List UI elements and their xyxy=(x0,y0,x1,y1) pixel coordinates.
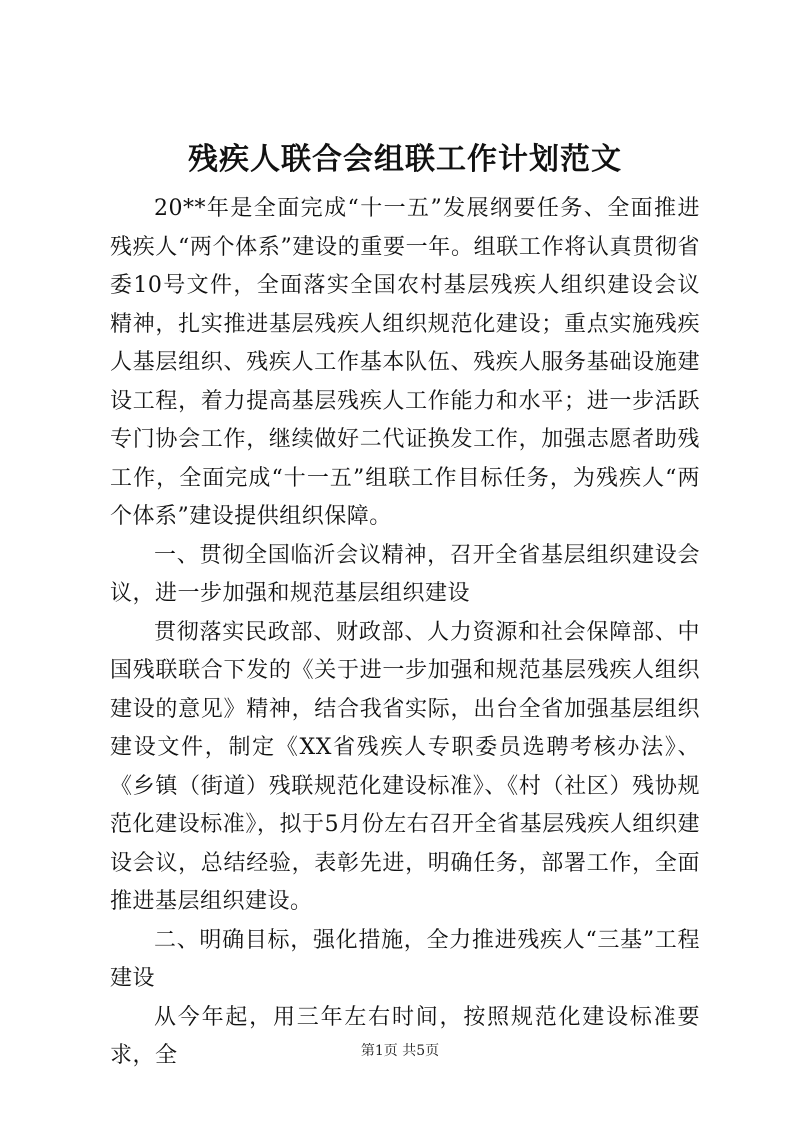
section-heading-1: 一、贯彻全国临沂会议精神，召开全省基层组织建设会议，进一步加强和规范基层组织建设 xyxy=(110,542,700,606)
body-paragraph-section-1: 贯彻落实民政部、财政部、人力资源和社会保障部、中国残联联合下发的《关于进一步加强和规范基层残疾人组织建设的意见》精神，结合我省实际，出台全省加强基层组织建设文件，制定《XX省残疾人专职委员选聘考核办法》、《乡镇（街道）残联规范化建设标准》、《村（社区）残协规范化建设标准》，拟于5月份左右召开全省基层残疾人组织建设会议，总结经验，表彰先进，明确任务，部署工作，全面推进基层组织建设。 xyxy=(110,619,700,914)
document-title: 残疾人联合会组联工作计划范文 xyxy=(188,142,622,177)
body-paragraph-section-2: 从今年起，用三年左右时间，按照规范化建设标准要求，全 xyxy=(110,1004,700,1068)
document-page xyxy=(110,138,700,1076)
section-heading-2: 二、明确目标，强化措施，全力推进残疾人“三基”工程建设 xyxy=(110,927,700,991)
page-footer: 第1页 共5页 xyxy=(360,1043,440,1059)
body-paragraph-intro: 20**年是全面完成“十一五”发展纲要任务、全面推进残疾人“两个体系”建设的重要一年。组联工作将认真贯彻省委10号文件，全面落实全国农村基层残疾人组织建设会议精神，扎实推进基层残疾人组织规范化建设；重点实施残疾人基层组织、残疾人工作基本队伍、残疾人服务基础设施建设工程，着力提高基层残疾人工作能力和水平；进一步活跃专门协会工作，继续做好二代证换发工作，加强志愿者助残工作，全面完成“十一五”组联工作目标任务，为残疾人“两个体系”建设提供组织保障。 xyxy=(110,196,700,529)
